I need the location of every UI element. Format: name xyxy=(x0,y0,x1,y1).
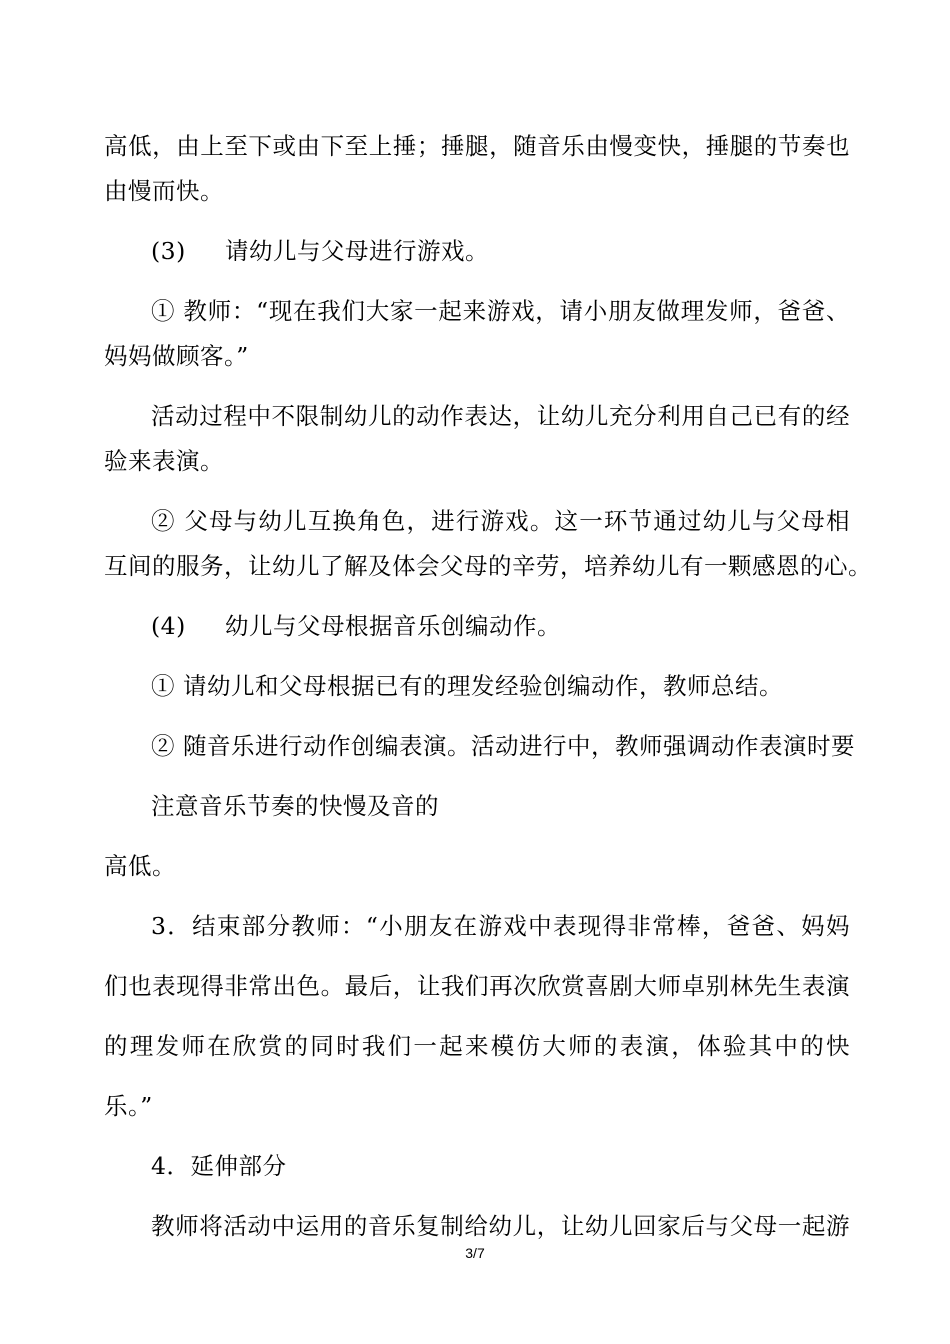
text-line: ② 父母与幼儿互换角色，进行游戏。这一环节通过幼儿与父母相 xyxy=(151,507,850,535)
text-line: 互间的服务，让幼儿了解及体会父母的辛劳，培养幼儿有一颗感恩的心。 xyxy=(104,552,872,580)
text-line: 注意音乐节奏的快慢及音的 xyxy=(151,792,439,820)
text-line: 们也表现得非常出色。最后，让我们再次欣赏喜剧大师卓别林先生表演 xyxy=(104,972,850,1000)
numbered-item-3 xyxy=(104,229,850,274)
text-line: 验来表演。 xyxy=(104,447,224,475)
text-line: ② 随音乐进行动作创编表演。活动进行中，教师强调动作表演时要 xyxy=(151,732,855,760)
text-line: 乐。” xyxy=(104,1092,153,1120)
item-text: 请幼儿与父母进行游戏。 xyxy=(225,237,489,265)
page-number: 3/7 xyxy=(465,1245,485,1261)
numbered-item-4 xyxy=(104,604,850,649)
document-body xyxy=(104,124,872,1249)
text-line: ① 教师：“现在我们大家一起来游戏，请小朋友做理发师，爸爸、 xyxy=(151,297,850,325)
item-number-label: (4) xyxy=(151,612,186,640)
section-heading: 4．延伸部分 xyxy=(151,1152,287,1180)
text-line: 高低，由上至下或由下至上捶；捶腿，随音乐由慢变快，捶腿的节奏也 xyxy=(104,132,850,160)
item-number-label: (3) xyxy=(151,237,186,265)
text-line: 由慢而快。 xyxy=(104,177,224,205)
text-line: 高低。 xyxy=(104,852,176,880)
text-line: 活动过程中不限制幼儿的动作表达，让幼儿充分利用自己已有的经 xyxy=(151,402,850,430)
text-line: 教师将活动中运用的音乐复制给幼儿，让幼儿回家后与父母一起游 xyxy=(151,1212,850,1240)
item-text: 幼儿与父母根据音乐创编动作。 xyxy=(225,612,561,640)
text-line: 妈妈做顾客。” xyxy=(104,342,249,370)
text-line: 的理发师在欣赏的同时我们一起来模仿大师的表演，体验其中的快 xyxy=(104,1032,850,1060)
text-line: ① 请幼儿和父母根据已有的理发经验创编动作，教师总结。 xyxy=(151,672,783,700)
text-line: 3．结束部分教师：“小朋友在游戏中表现得非常棒，爸爸、妈妈 xyxy=(151,912,850,940)
